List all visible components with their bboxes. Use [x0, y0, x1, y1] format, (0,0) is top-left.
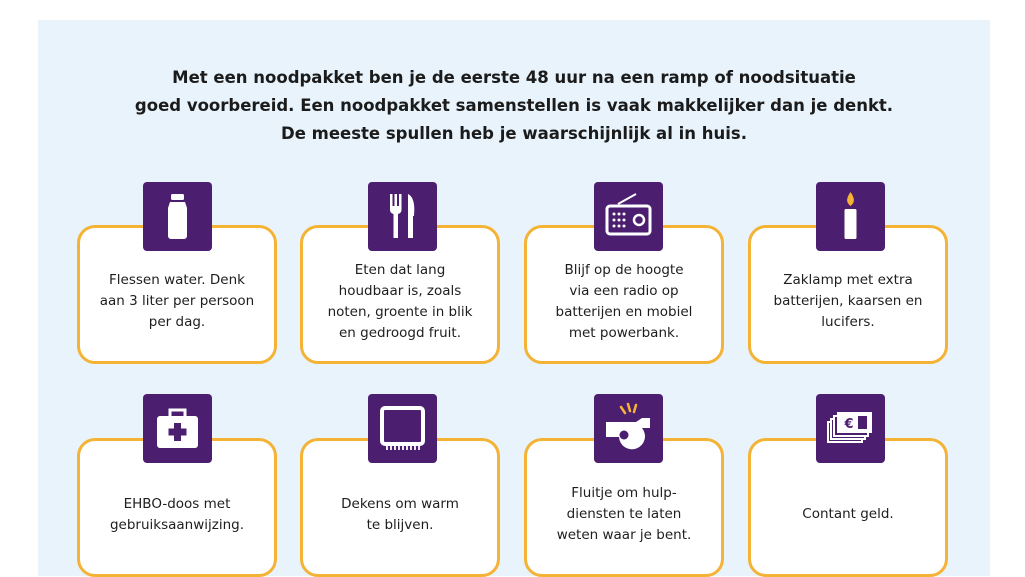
card-text: Blijf op de hoogte via een radio op batterijen en mobiel met powerbank. [555, 261, 693, 341]
water-bottle-icon [143, 182, 212, 251]
card-text: Flessen water. Denk aan 3 liter per persoon per dag. [99, 272, 255, 330]
card-text: EHBO-doos met gebruiksaanwijzing. [109, 495, 245, 533]
card-text: Fluitje om hulp- diensten te laten weten waar je bent. [556, 485, 692, 543]
whistle-icon [594, 394, 663, 463]
intro-line: De meeste spullen heb je waarschijnlijk al in huis. [281, 124, 747, 143]
card-text: Zaklamp met extra batterijen, kaarsen en lucifers. [773, 272, 923, 330]
card-text: Dekens om warm te blijven. [341, 495, 459, 533]
candle-icon [816, 182, 885, 251]
card-text: Eten dat lang houdbaar is, zoals noten, groente in blik en gedroogd fruit. [327, 261, 473, 341]
fork-knife-icon [368, 182, 437, 251]
info-panel [38, 20, 990, 576]
radio-icon [594, 182, 663, 251]
blanket-icon [368, 394, 437, 463]
svg-text:€: € [844, 417, 854, 432]
intro-line: Met een noodpakket ben je de eerste 48 uur na een ramp of noodsituatie [172, 68, 856, 87]
card-text: Contant geld. [802, 506, 894, 522]
intro-text [38, 64, 990, 148]
first-aid-kit-icon [143, 394, 212, 463]
cash-icon [816, 394, 885, 463]
intro-line: goed voorbereid. Een noodpakket samenstellen is vaak makkelijker dan je denkt. [134, 96, 894, 115]
